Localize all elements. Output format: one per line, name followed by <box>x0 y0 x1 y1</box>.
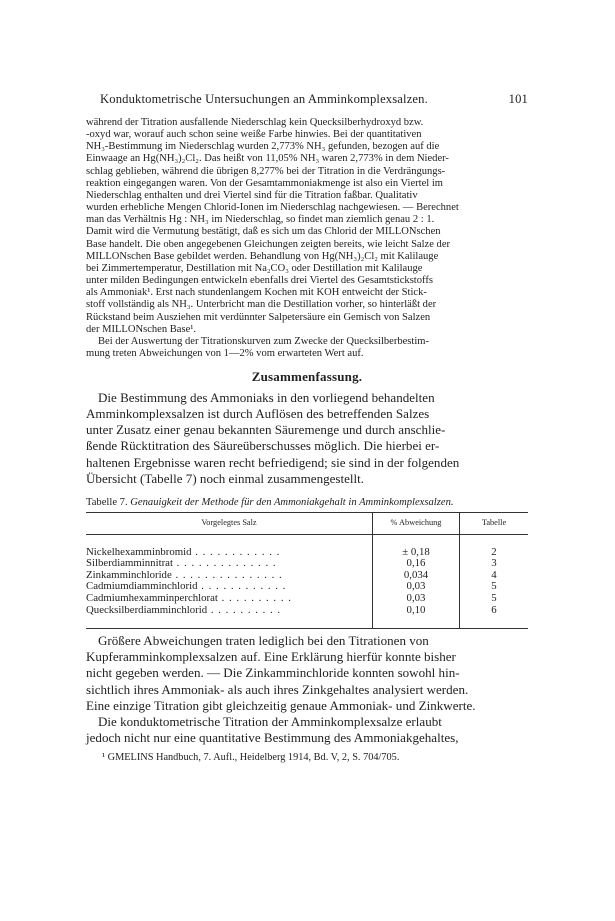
table-ref: 4 <box>460 570 529 582</box>
text-line: jedoch nicht nur eine quantitative Bestimmung des Ammoniakgehaltes, <box>86 729 459 745</box>
text-line: mung treten Abweichungen von 1—2% vom erwarteten Wert auf. <box>86 347 364 359</box>
text-line: Eine einzige Titration gibt gleichzeitig genaue Ammoniak- und Zinkwerte. <box>86 697 476 713</box>
salt-name: Quecksilberdiamminchlorid <box>86 603 208 616</box>
body-text-small <box>86 117 528 360</box>
text-line: Bei der Auswertung der Titrationskurven zum Zwecke der Quecksilberbestim- <box>98 335 429 347</box>
accuracy-table <box>86 512 528 630</box>
running-title: Konduktometrische Untersuchungen an Amminkomplexsalzen. <box>100 92 428 106</box>
salt-name: Cadmiumdiamminchlorid <box>86 580 198 593</box>
table-ref: 6 <box>460 605 529 629</box>
text-line: als Ammoniak¹. Erst nach stundenlangem Kochen mit KOH entweicht der Stick- <box>86 287 427 299</box>
table-row: Nickelhexamminbromid . . . . . . . . . . . . ± 0,18 2 <box>86 534 528 558</box>
table-caption-title: Genauigkeit der Methode für den Ammoniakgehalt in Amminkomplexsalzen. <box>130 496 454 508</box>
text-line: Rückstand beim Ausziehen mit verdünnter Salpetersäure ein Gemisch von Salzen <box>86 311 431 323</box>
table-ref: 5 <box>460 593 529 605</box>
text-line: unter milden Bedingungen entwickeln ebenfalls drei Viertel des Gesamtstickstoffs <box>86 275 433 287</box>
column-header-salt: Vorgelegtes Salz <box>86 512 373 534</box>
table-header-row <box>86 512 528 534</box>
text-line: der MILLONschen Base¹. <box>86 323 197 335</box>
text-line: nicht gegeben werden. — Die Zinkamminchloride konnten sowohl hin- <box>86 665 460 681</box>
table-caption-label: Tabelle 7. <box>86 496 128 508</box>
deviation-value: 0,034 <box>373 570 460 582</box>
column-header-deviation: % Abweichung <box>373 512 460 534</box>
text-line: Die Bestimmung des Ammoniaks in den vorliegend behandelten <box>98 390 435 406</box>
salt-name: Cadmiumhexamminperchlorat <box>86 592 218 605</box>
deviation-value: 0,03 <box>373 581 460 593</box>
deviation-value: ± 0,18 <box>373 534 460 558</box>
table-ref: 3 <box>460 558 529 570</box>
text-line: NH₃-Bestimmung im Niederschlag wurden 2,773% NH₃ gefunden, bezogen auf die <box>86 141 440 153</box>
text-line: Größere Abweichungen traten lediglich bei den Titrationen von <box>98 633 429 649</box>
text-line: ßende Rücktitration des Säureüberschusses möglich. Die hierbei er- <box>86 438 440 454</box>
table-row: Quecksilberdiamminchlorid . . . . . . . . . . 0,10 6 <box>86 605 528 629</box>
table-caption <box>86 497 528 508</box>
table-row: Cadmiumhexamminperchlorat . . . . . . . . . . 0,03 5 <box>86 593 528 605</box>
text-line: unter Zusatz einer genau bekannten Säuremenge und durch anschlie- <box>86 422 446 438</box>
closing-paragraph <box>86 633 528 746</box>
salt-name: Silberdiamminnitrat <box>86 557 173 570</box>
text-line: reaktion eingegangen waren. Von der Gesamtammoniakmenge ist also ein Viertel im <box>86 177 443 189</box>
text-line: während der Titration ausfallende Niederschlag kein Quecksilberhydroxyd bzw. <box>86 117 424 128</box>
deviation-value: 0,03 <box>373 593 460 605</box>
text-line: haltenen Ergebnisse waren recht befriedigend; sie sind in der folgenden <box>86 454 460 470</box>
text-line: stoff vollständig als NH₃. Unterbricht man die Destillation vorher, so hinterläßt der <box>86 299 437 311</box>
text-line: schlag geblieben, während die übrigen 8,277% bei der Titration in die Verdrängungs- <box>86 165 446 177</box>
salt-name: Nickelhexamminbromid <box>86 545 192 558</box>
summary-paragraph <box>86 390 528 487</box>
column-header-table: Tabelle <box>460 512 529 534</box>
text-line: Übersicht (Tabelle 7) noch einmal zusammengestellt. <box>86 470 365 486</box>
text-line: MILLONschen Base gebildet werden. Behandlung von Hg(NH₃)₂Cl₂ mit Kalilauge <box>86 250 439 262</box>
text-line: Kupferamminkomplexsalzen auf. Eine Erklärung hierfür konnte bisher <box>86 649 456 665</box>
text-line: Die konduktometrische Titration der Amminkomplexsalze erlaubt <box>98 713 442 729</box>
footnote <box>102 752 528 763</box>
section-heading: Zusammenfassung. <box>251 369 363 385</box>
document-page <box>86 92 528 763</box>
footnote-text: GMELINS Handbuch, 7. Aufl., Heidelberg 1914, Bd. V, 2, S. 704/705. <box>107 751 400 763</box>
page-number: 101 <box>508 92 528 106</box>
text-line: Niederschlag enthalten und drei Viertel sind für die Titration faßbar. Qualitativ <box>86 189 418 201</box>
text-line: Amminkomplexsalzen ist durch Auflösen des betreffenden Salzes <box>86 406 430 422</box>
text-line: Damit wird die Vermutung bestätigt, daß es sich um das Chlorid der MILLONschen <box>86 226 441 238</box>
salt-name: Zinkamminchloride <box>86 568 172 581</box>
table-row: Cadmiumdiamminchlorid . . . . . . . . . . . . 0,03 5 <box>86 581 528 593</box>
text-line: man das Verhältnis Hg : NH₃ im Niederschlag, so findet man ziemlich genau 2 : 1. <box>86 214 435 226</box>
deviation-value: 0,10 <box>373 605 460 629</box>
deviation-value: 0,16 <box>373 558 460 570</box>
table-row: Silberdiamminnitrat . . . . . . . . . . . . . . 0,16 3 <box>86 558 528 570</box>
running-header <box>100 92 528 107</box>
table-ref: 2 <box>460 534 529 558</box>
paragraph-niederschlag <box>86 117 528 336</box>
paragraph-quecksilber <box>86 336 528 360</box>
footnote-marker: ¹ <box>102 751 106 763</box>
text-line: Einwaage an Hg(NH₃)₂Cl₂. Das heißt von 11,05% NH₃ waren 2,773% in dem Nieder- <box>86 153 449 165</box>
table-ref: 5 <box>460 581 529 593</box>
text-line: bei Zimmertemperatur, Destillation mit Na₂CO₃ oder Destillation mit Kalilauge <box>86 262 423 274</box>
text-line: -oxyd war, worauf auch schon seine weiße Farbe hinwies. Bei der quantitativen <box>86 129 422 141</box>
text-line: Base handelt. Die oben angegebenen Gleichungen zeigten bereits, wie leicht Salze der <box>86 238 451 250</box>
text-line: sichtlich ihres Ammoniak- als auch ihres Zinkgehaltes analysiert werden. <box>86 681 469 697</box>
text-line: wurden erhebliche Mengen Chlorid-Ionen im Niederschlag nachgewiesen. — Berechnet <box>86 202 459 214</box>
table-row: Zinkamminchloride . . . . . . . . . . . . . . . 0,034 4 <box>86 570 528 582</box>
